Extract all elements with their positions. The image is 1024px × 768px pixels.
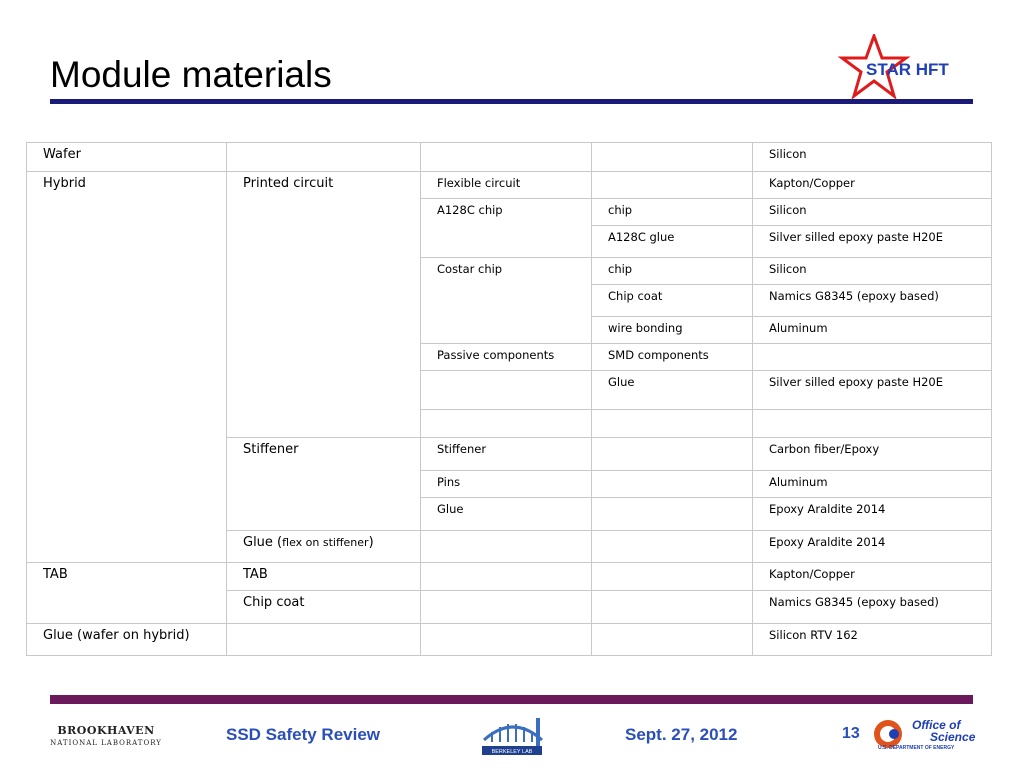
footer-divider [50, 695, 973, 704]
table-cell: Carbon fiber/Epoxy [753, 438, 992, 471]
table-cell [592, 172, 753, 199]
doe-text-office: Office of [912, 718, 961, 732]
table-cell: Namics G8345 (epoxy based) [753, 591, 992, 624]
table-cell: Silver silled epoxy paste H20E [753, 226, 992, 258]
table-cell [421, 563, 592, 591]
berkeley-lab-text: BERKELEY LAB [491, 749, 533, 755]
table-cell: Silicon [753, 199, 992, 226]
berkeley-lab-logo [478, 710, 548, 758]
table-cell [753, 410, 992, 438]
table-cell: TAB [227, 563, 421, 591]
table-row [27, 563, 992, 591]
table-cell: Chip coat [227, 591, 421, 624]
brookhaven-logo-name: BROOKHAVEN [57, 724, 155, 737]
table-cell: chip [592, 199, 753, 226]
table-row [27, 624, 992, 656]
table-cell: A128C glue [592, 226, 753, 258]
table-cell: Hybrid [27, 172, 227, 563]
table-cell: wire bonding [592, 317, 753, 344]
table-cell: TAB [27, 563, 227, 624]
table-cell: Silicon RTV 162 [753, 624, 992, 656]
table-cell [592, 531, 753, 563]
doe-text-science: Science [930, 730, 976, 744]
table-cell [227, 143, 421, 172]
table-cell: Silver silled epoxy paste H20E [753, 371, 992, 410]
table-cell: Kapton/Copper [753, 563, 992, 591]
table-cell: Glue [592, 371, 753, 410]
table-cell: Aluminum [753, 317, 992, 344]
table-cell: Stiffener [421, 438, 592, 471]
table-cell: Epoxy Araldite 2014 [753, 531, 992, 563]
table-cell: Epoxy Araldite 2014 [753, 498, 992, 531]
table-cell: Chip coat [592, 285, 753, 317]
title-underline [50, 99, 973, 104]
table-cell [421, 143, 592, 172]
table-cell [753, 344, 992, 371]
table-cell: Namics G8345 (epoxy based) [753, 285, 992, 317]
table-cell: Costar chip [421, 258, 592, 344]
table-cell [592, 143, 753, 172]
table-cell [421, 371, 592, 410]
table-cell: Silicon [753, 143, 992, 172]
star-hft-logo-text: STAR HFT [866, 60, 949, 79]
footer-date: Sept. 27, 2012 [625, 725, 738, 744]
table-cell [227, 624, 421, 656]
table-cell [592, 438, 753, 471]
table-row [27, 172, 992, 199]
table-cell: SMD components [592, 344, 753, 371]
table-cell: Glue (wafer on hybrid) [27, 624, 227, 656]
table-cell: Aluminum [753, 471, 992, 498]
table-cell [592, 624, 753, 656]
table-cell: A128C chip [421, 199, 592, 258]
table-cell: Stiffener [227, 438, 421, 531]
materials-table [26, 142, 992, 656]
table-cell: Printed circuit [227, 172, 421, 438]
table-cell: Passive components [421, 344, 592, 371]
table-cell [592, 591, 753, 624]
brookhaven-logo [50, 724, 162, 750]
table-cell [592, 563, 753, 591]
table-cell: Glue [421, 498, 592, 531]
glue-label: Glue ( [243, 535, 283, 550]
slide-title: Module materials [50, 54, 332, 95]
table-cell: Kapton/Copper [753, 172, 992, 199]
table-row [27, 143, 992, 172]
doe-text-department: U.S. DEPARTMENT OF ENERGY [878, 745, 955, 751]
footer-title: SSD Safety Review [226, 725, 381, 744]
table-cell [421, 591, 592, 624]
table-cell [421, 531, 592, 563]
table-cell [592, 498, 753, 531]
table-cell: Silicon [753, 258, 992, 285]
page-number: 13 [842, 725, 860, 742]
table-cell [227, 531, 421, 563]
brookhaven-logo-sub: NATIONAL LABORATORY [50, 739, 162, 747]
table-cell: chip [592, 258, 753, 285]
table-cell: Flexible circuit [421, 172, 592, 199]
glue-close: ) [368, 535, 374, 550]
table-cell: Pins [421, 471, 592, 498]
table-cell [421, 410, 592, 438]
table-cell [592, 410, 753, 438]
table-cell [421, 624, 592, 656]
table-cell: Wafer [27, 143, 227, 172]
table-cell [592, 471, 753, 498]
glue-detail: flex on stiffener [282, 536, 369, 549]
